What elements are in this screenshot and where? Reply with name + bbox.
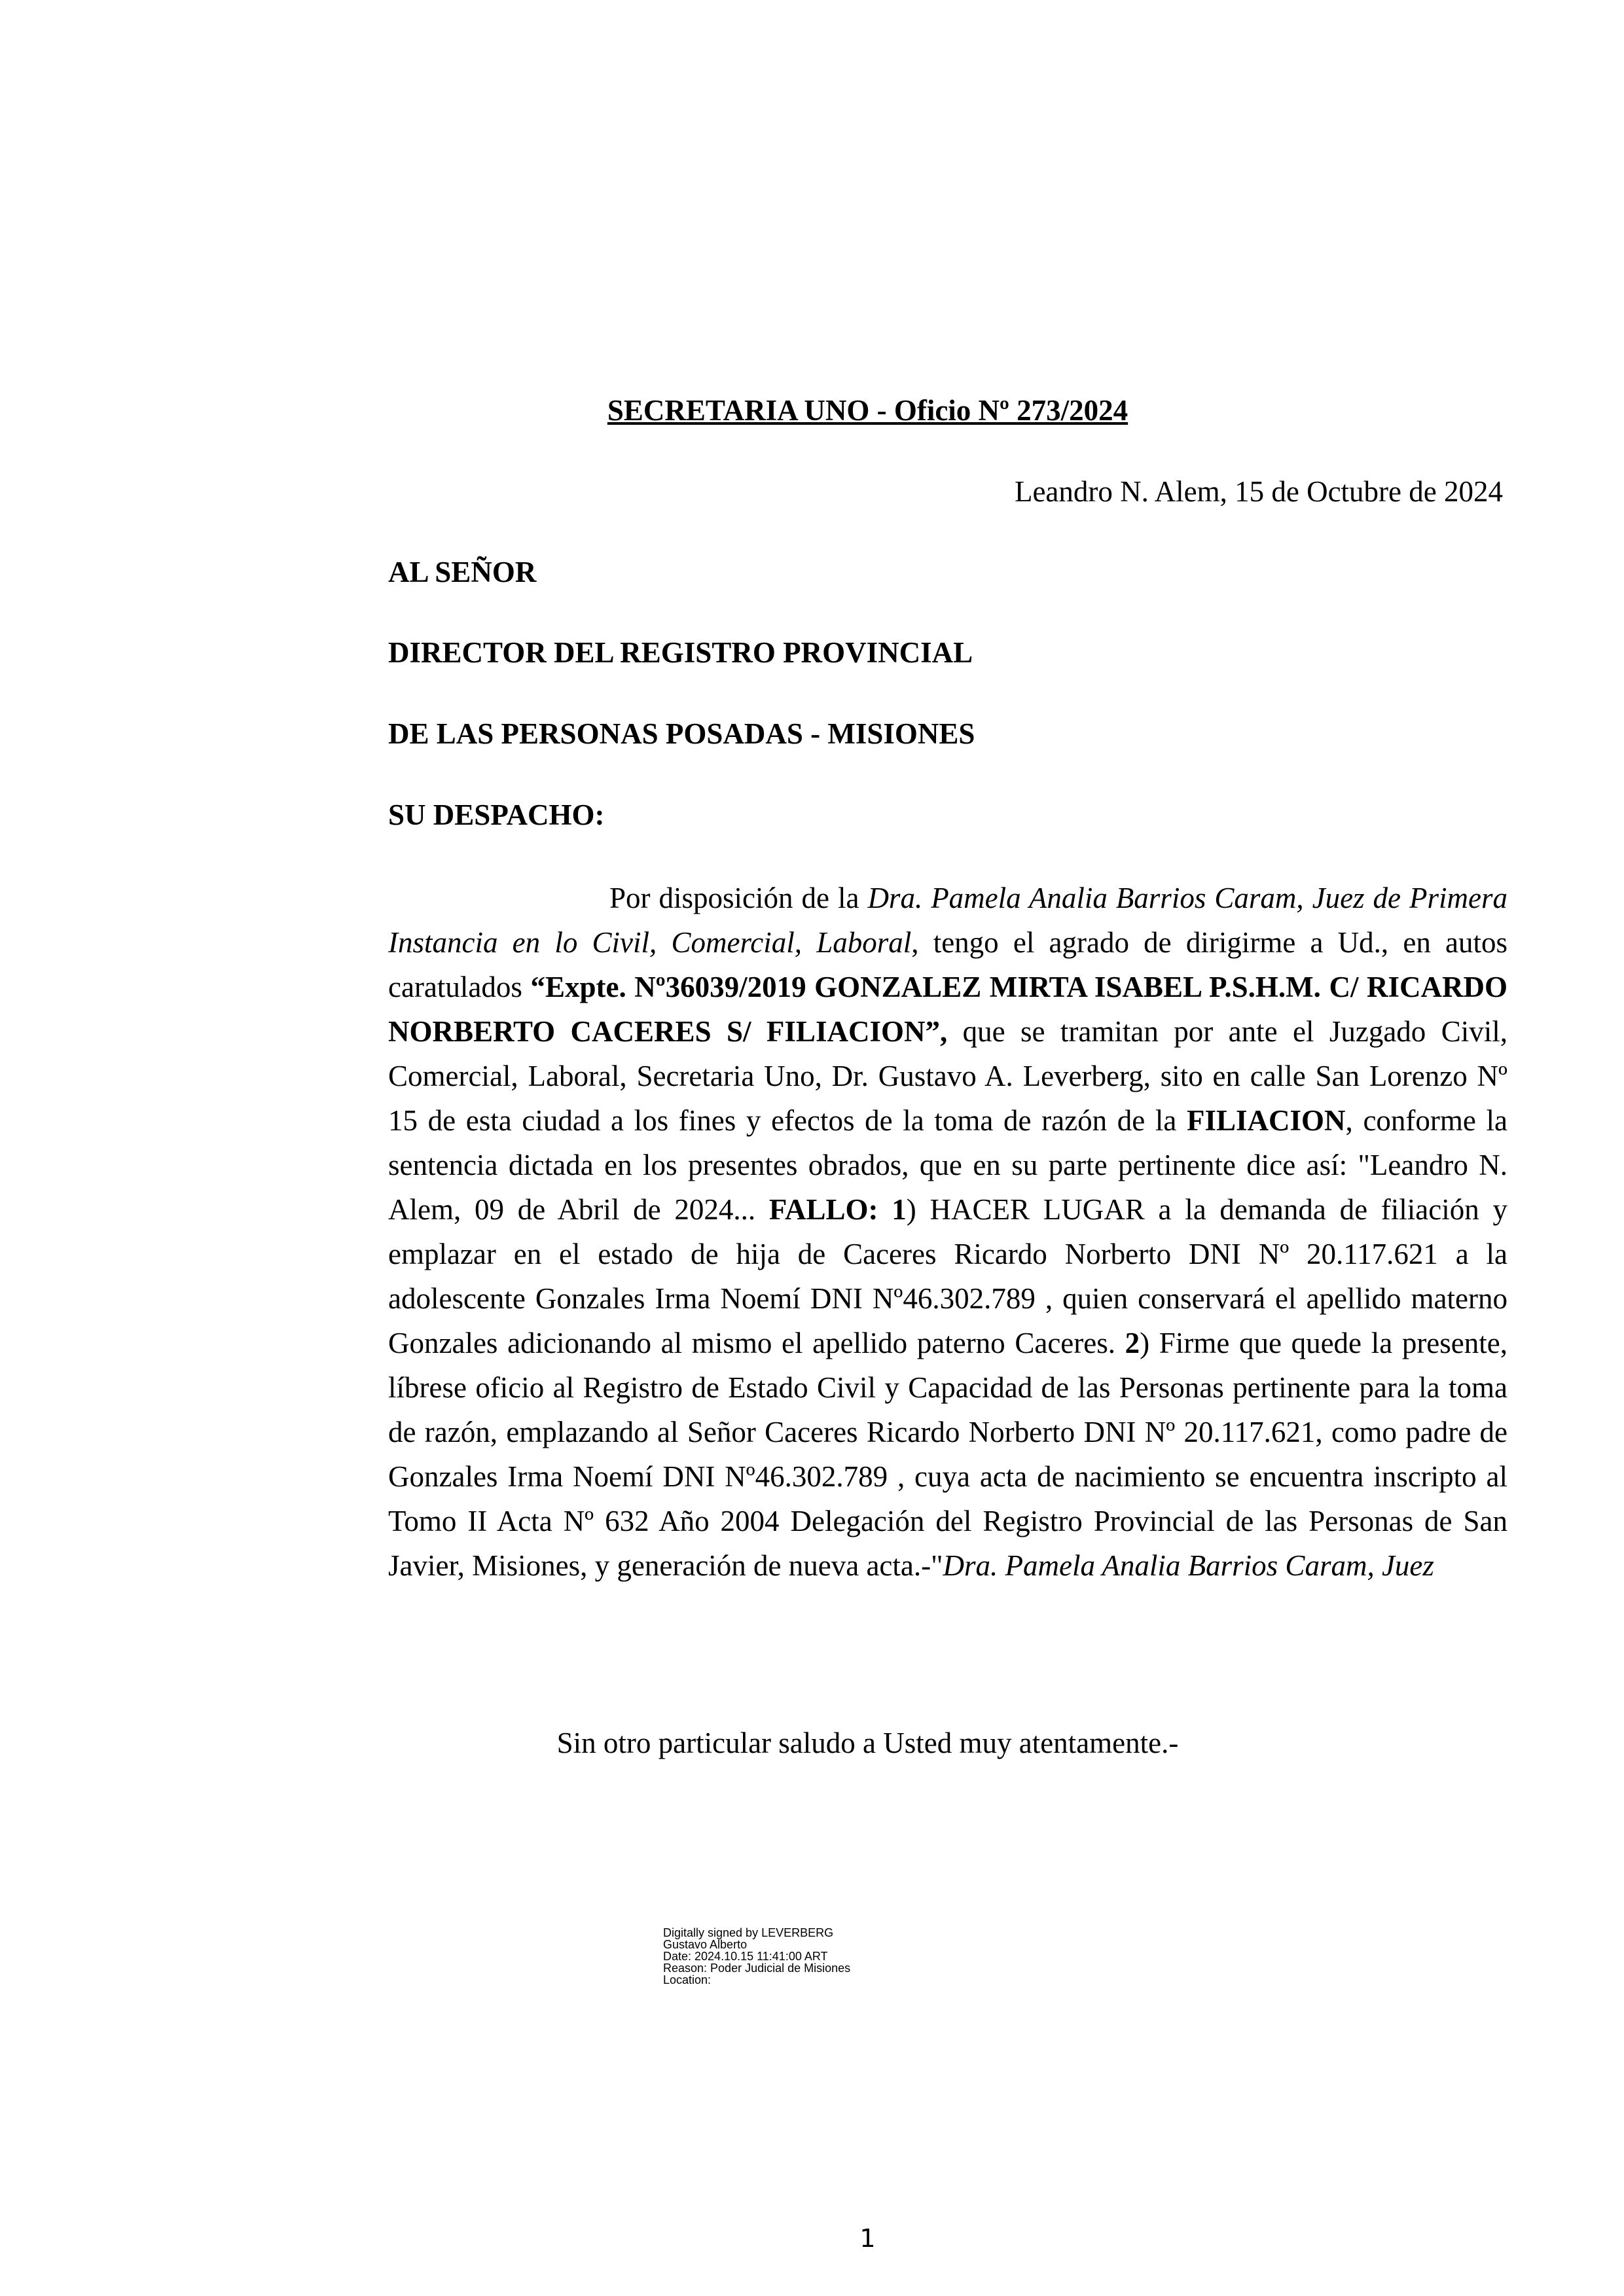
- filiacion-bold: FILIACION: [1187, 1104, 1346, 1137]
- item-number-2: 2: [1125, 1327, 1140, 1359]
- judge-title-italic: Dra. Pamela Analia Barrios Caram, Juez de Primera Instancia en lo Civil, Comercial, Laboral: [388, 882, 1507, 959]
- place-and-date: Leandro N. Alem, 15 de Octubre de 2024: [1014, 475, 1503, 508]
- closing-line: Sin otro particular saludo a Usted muy atentamente.-: [556, 1727, 1179, 1759]
- body-paragraph: [388, 876, 1507, 1588]
- signature-line: Date: 2024.10.15 11:41:00 ART: [663, 1950, 828, 1963]
- page-number: 1: [859, 2224, 876, 2253]
- addressee-line-2: DIRECTOR DEL REGISTRO PROVINCIAL: [388, 636, 973, 669]
- body-segment: , conforme la sentencia dictada en los presentes obrados, que en su parte pertinente dice así: "Leandro N. Alem, 09 de Abril de 2024...: [388, 1104, 1507, 1226]
- signature-line: Gustavo Alberto: [663, 1938, 748, 1951]
- body-segment: ) HACER LUGAR a la demanda de filiación y emplazar en el estado de hija de Caceres Ricardo Norberto DNI Nº 20.117.621 a la adolescente Gonzales Irma Noemí DNI Nº46.302.789 , quien conservará el apellido materno Gonzales adicionando al mismo el apellido paterno Caceres.: [388, 1193, 1507, 1359]
- addressee-line-3: DE LAS PERSONAS POSADAS - MISIONES: [388, 717, 975, 750]
- digital-signature-block: [663, 1927, 850, 1986]
- body-segment: ) Firme que quede la presente, líbrese oficio al Registro de Estado Civil y Capacidad de las Personas pertinente para la toma de razón, emplazando al Señor Caceres Ricardo Norberto DNI Nº 20.117.621, como padre de Gonzales Irma Noemí DNI Nº46.302.789 , cuya acta de nacimiento se encuentra inscripto al Tomo II Acta Nº 632 Año 2004 Delegación del Registro Provincial de las Personas de San Javier, Misiones, y generación de nueva acta.-": [388, 1327, 1507, 1582]
- addressee-line-1: AL SEÑOR: [388, 556, 537, 588]
- body-segment: Por disposición de la: [609, 882, 868, 914]
- document-title: SECRETARIA UNO - Oficio Nº 273/2024: [607, 394, 1128, 427]
- judge-signature-italic: Dra. Pamela Analia Barrios Caram, Juez: [943, 1549, 1434, 1582]
- body-segment: , tengo el agrado de dirigirme a Ud., en autos caratulados: [388, 926, 1507, 1003]
- fallo-label: FALLO: 1: [768, 1193, 907, 1226]
- case-caption: “Expte. Nº36039/2019 GONZALEZ MIRTA ISABEL P.S.H.M. C/ RICARDO NORBERTO CACERES S/ FILIACION”,: [388, 971, 1507, 1048]
- addressee-line-4: SU DESPACHO:: [388, 798, 605, 831]
- signature-line: Location:: [663, 1973, 712, 1986]
- signature-line: Reason: Poder Judicial de Misiones: [663, 1962, 851, 1975]
- signature-line: Digitally signed by LEVERBERG: [663, 1926, 834, 1939]
- body-segment: que se tramitan por ante el Juzgado Civil, Comercial, Laboral, Secretaria Uno, Dr. Gustavo A. Leverberg, sito en calle San Lorenzo Nº 15 de esta ciudad a los fines y efectos de la toma de razón de la: [388, 1015, 1507, 1137]
